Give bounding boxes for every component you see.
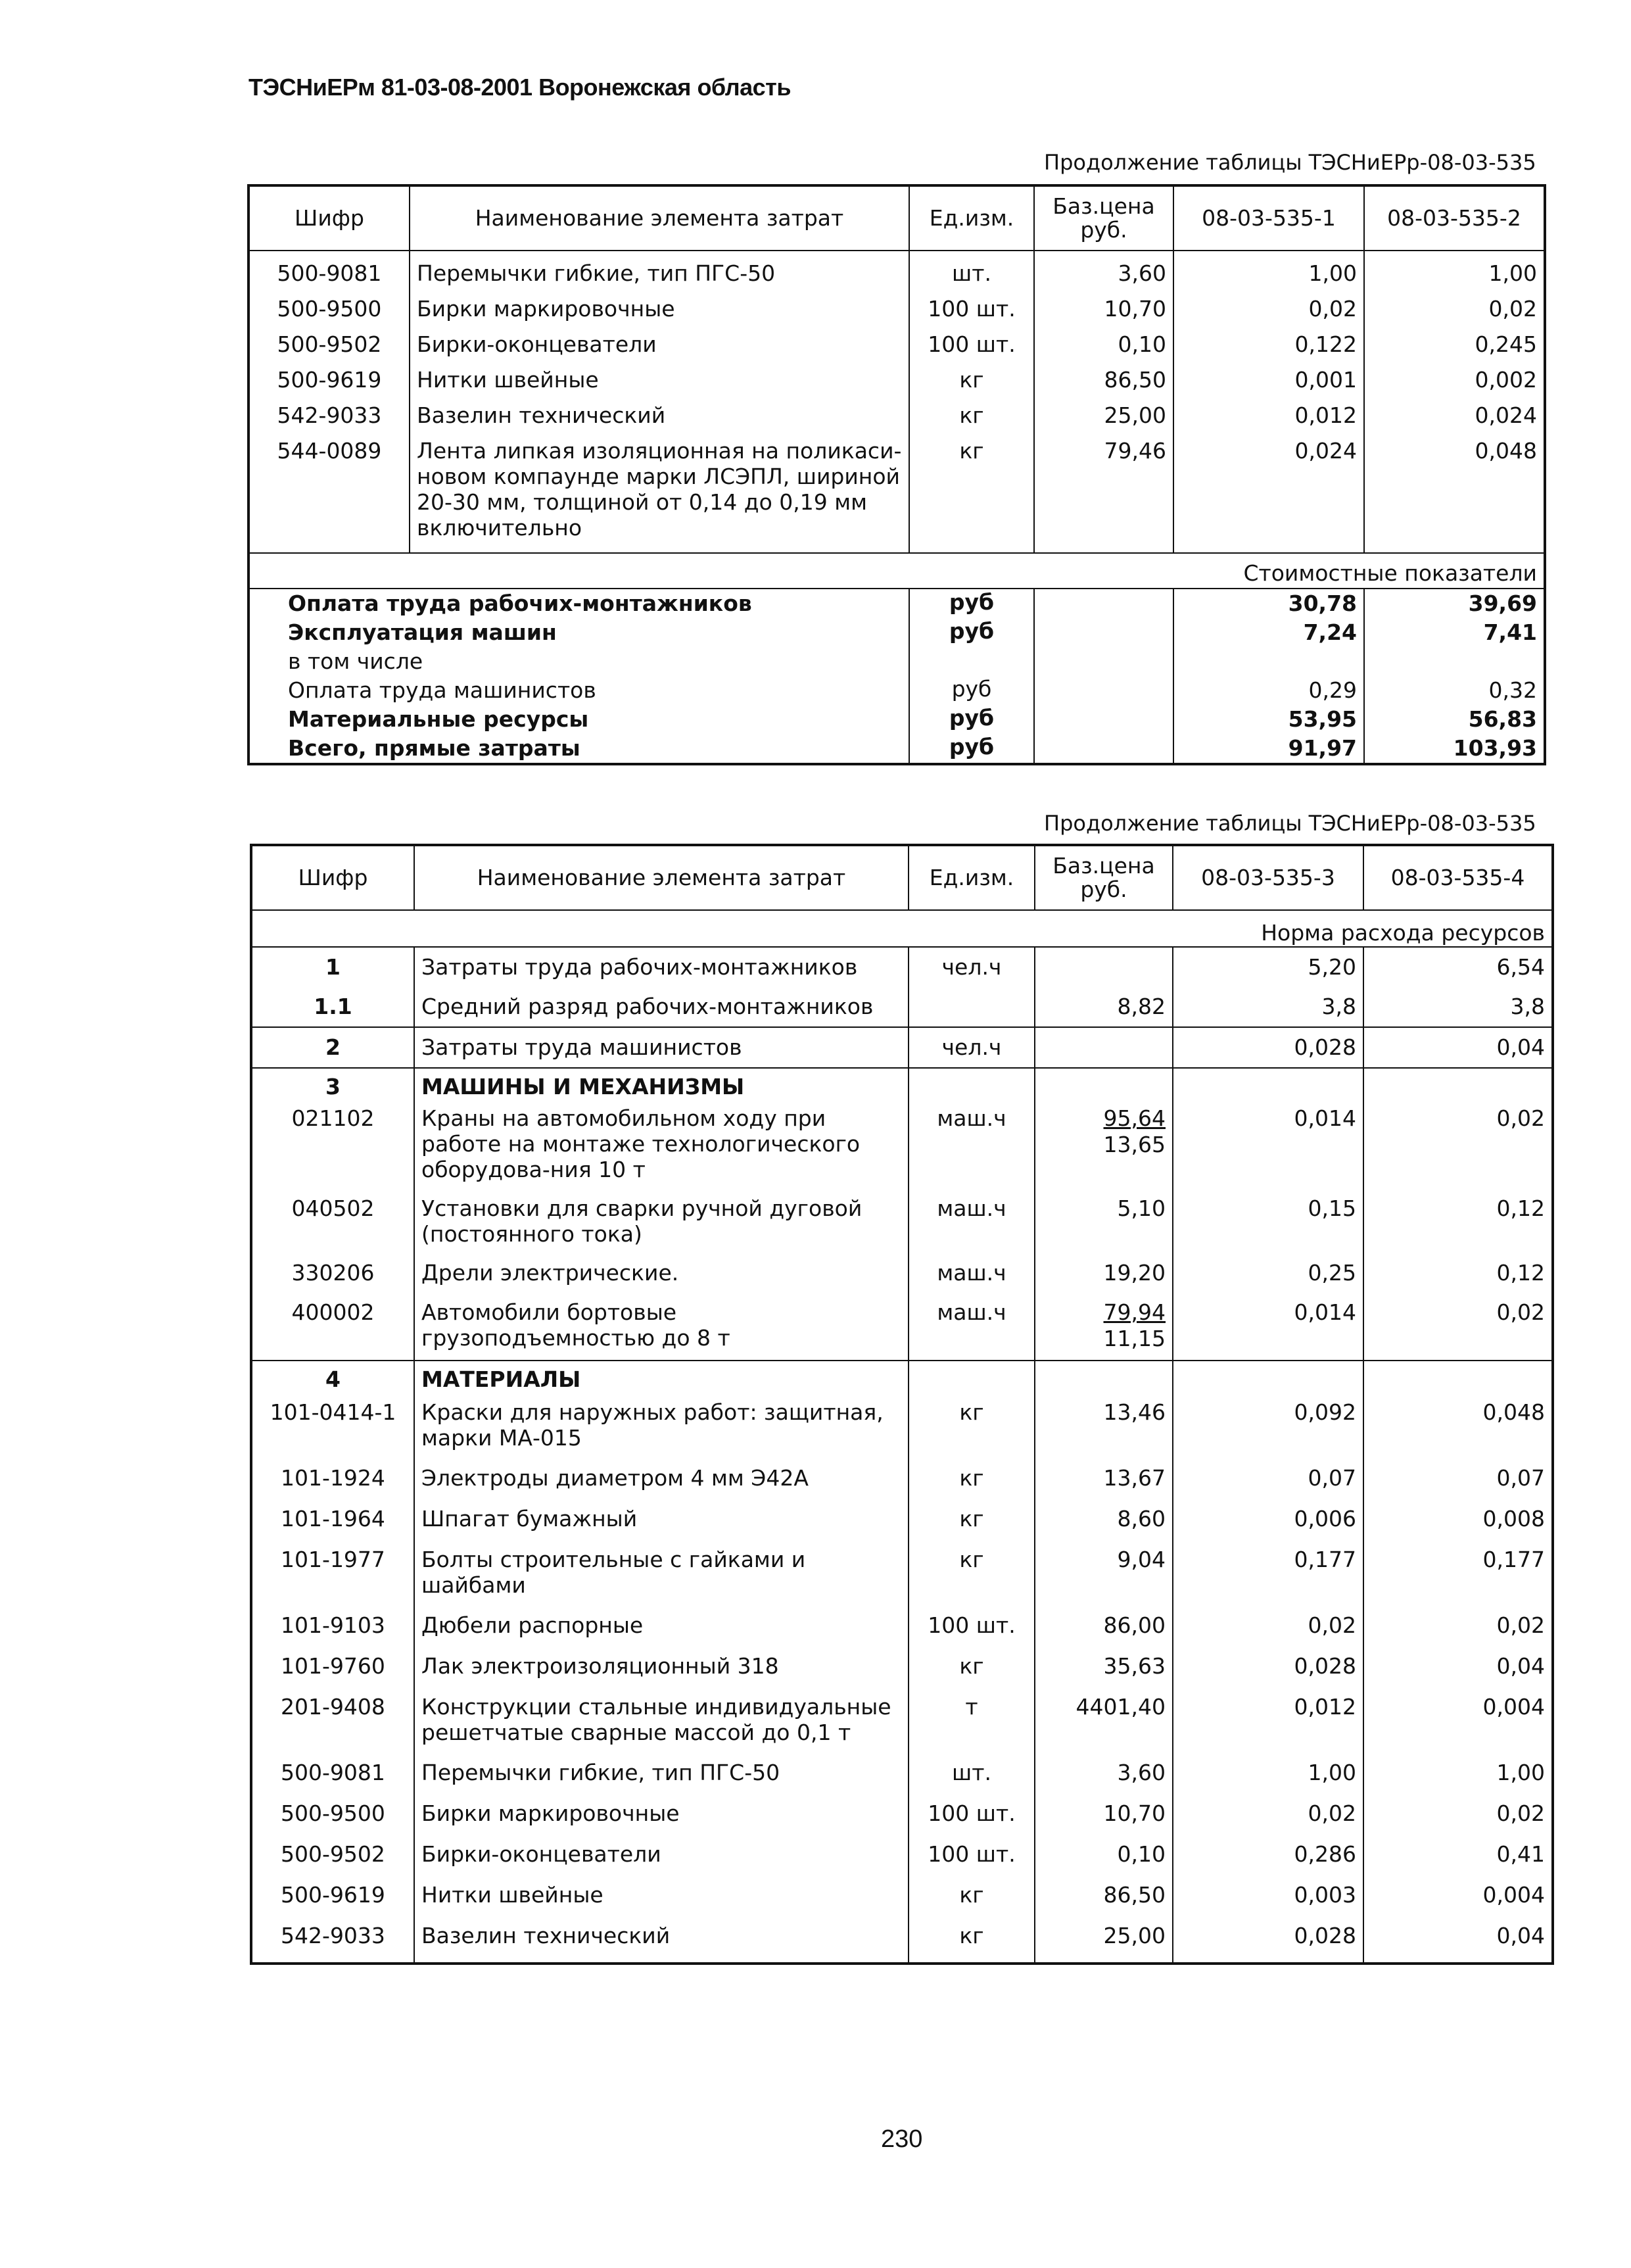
code-cell: 201-9408 <box>251 1687 414 1753</box>
name-cell: Затраты труда машинистов <box>414 1027 909 1068</box>
price-cell <box>1035 947 1173 987</box>
name-cell: Краски для наружных работ: защитная, марки МА-015 <box>414 1393 909 1459</box>
table-row <box>251 1027 1553 1068</box>
price-cell: 8,82 <box>1035 987 1173 1027</box>
price-cell: 13,46 <box>1035 1393 1173 1459</box>
table-row <box>251 1606 1553 1647</box>
code-cell: 500-9500 <box>248 296 410 331</box>
cost-value-2: 0,32 <box>1364 676 1545 705</box>
code-cell: 500-9081 <box>248 251 410 296</box>
price-cell: 35,63 <box>1035 1647 1173 1687</box>
value-cell-2: 0,048 <box>1364 438 1545 553</box>
cost-unit: руб <box>909 676 1034 705</box>
empty-cell <box>1363 1068 1553 1100</box>
col-header-price: Баз.цена руб. <box>1035 845 1173 910</box>
cost-label: Оплата труда машинистов <box>248 676 909 705</box>
cost-price <box>1034 676 1173 705</box>
value-cell-1: 0,286 <box>1173 1835 1363 1875</box>
price-cell <box>1035 1255 1173 1294</box>
price-cell: 86,50 <box>1035 1875 1173 1916</box>
cost-value-1: 30,78 <box>1173 589 1364 618</box>
name-cell: Лак электроизоляционный 318 <box>414 1647 909 1687</box>
value-cell-1: 0,024 <box>1173 438 1364 553</box>
value-cell-2: 6,54 <box>1363 947 1553 987</box>
price-cell: 3,60 <box>1034 251 1173 296</box>
value-cell-2: 0,41 <box>1363 1835 1553 1875</box>
value-cell-1: 0,012 <box>1173 1687 1363 1753</box>
table-row <box>248 296 1545 331</box>
unit-cell: кг <box>909 1875 1035 1916</box>
table-row <box>251 1875 1553 1916</box>
price-cell: 0,10 <box>1034 331 1173 367</box>
value-cell-1: 0,001 <box>1173 367 1364 402</box>
cost-price <box>1034 734 1173 764</box>
code-cell: 101-9760 <box>251 1647 414 1687</box>
value-cell-2: 0,12 <box>1363 1190 1553 1255</box>
name-cell: Установки для сварки ручной дуговой (постоянного тока) <box>414 1190 909 1255</box>
value-cell-1: 0,177 <box>1173 1540 1363 1606</box>
cost-label: в том числе <box>248 647 909 676</box>
table-row <box>248 367 1545 402</box>
code-cell: 500-9502 <box>248 331 410 367</box>
cost-value-1 <box>1173 647 1364 676</box>
unit-cell: кг <box>909 402 1034 438</box>
empty-cell <box>1035 1068 1173 1100</box>
unit-cell: чел.ч <box>909 947 1035 987</box>
price-value: 19,20 <box>1103 1260 1166 1286</box>
unit-cell: 100 шт. <box>909 1606 1035 1647</box>
value-cell-1: 0,07 <box>1173 1459 1363 1499</box>
table2-header-row <box>251 845 1553 910</box>
price-cell: 25,00 <box>1035 1916 1173 1964</box>
code-cell: 101-9103 <box>251 1606 414 1647</box>
col-header-code: Шифр <box>251 845 414 910</box>
cost-value-2: 103,93 <box>1364 734 1545 764</box>
value-cell-2: 0,04 <box>1363 1916 1553 1964</box>
cost-value-1: 7,24 <box>1173 618 1364 647</box>
cost-row <box>248 647 1545 676</box>
price-cell: 25,00 <box>1034 402 1173 438</box>
name-cell: Бирки-оконцеватели <box>410 331 909 367</box>
name-cell: Конструкции стальные индивидуальные решетчатые сварные массой до 0,1 т <box>414 1687 909 1753</box>
table-row <box>248 251 1545 296</box>
cost-label: Оплата труда рабочих-монтажников <box>248 589 909 618</box>
unit-cell: кг <box>909 1459 1035 1499</box>
value-cell-2: 0,002 <box>1364 367 1545 402</box>
cost-label: Материальные ресурсы <box>248 705 909 734</box>
name-cell: Бирки-оконцеватели <box>414 1835 909 1875</box>
empty-cell <box>1035 1361 1173 1393</box>
value-cell-2: 0,04 <box>1363 1027 1553 1068</box>
table-row <box>251 947 1553 987</box>
value-cell-2: 0,008 <box>1363 1499 1553 1540</box>
table-row <box>251 1190 1553 1255</box>
table-row <box>251 1393 1553 1459</box>
price-cell: 8,60 <box>1035 1499 1173 1540</box>
value-cell-1: 0,122 <box>1173 331 1364 367</box>
table-row <box>251 1687 1553 1753</box>
cost-price <box>1034 589 1173 618</box>
code-cell: 101-1977 <box>251 1540 414 1606</box>
table-row <box>251 1255 1553 1294</box>
value-cell-2: 1,00 <box>1363 1753 1553 1794</box>
unit-cell: кг <box>909 1499 1035 1540</box>
cost-unit <box>909 647 1034 676</box>
code-cell: 021102 <box>251 1100 414 1190</box>
table1-header-row <box>248 185 1545 251</box>
code-cell: 542-9033 <box>251 1916 414 1964</box>
code-cell: 040502 <box>251 1190 414 1255</box>
cost-price <box>1034 647 1173 676</box>
price-cell <box>1035 1190 1173 1255</box>
cost-value-1: 0,29 <box>1173 676 1364 705</box>
table-row <box>251 1794 1553 1835</box>
col-header-name: Наименование элемента затрат <box>414 845 909 910</box>
value-cell-1: 0,014 <box>1173 1100 1363 1190</box>
price-cell: 0,10 <box>1035 1835 1173 1875</box>
table2-caption: Продолжение таблицы ТЭСНиЕРр-08-03-535 <box>1044 811 1536 836</box>
unit-cell: кг <box>909 367 1034 402</box>
value-cell-2: 0,004 <box>1363 1875 1553 1916</box>
cost-unit: руб <box>909 734 1034 764</box>
empty-cell <box>909 1361 1035 1393</box>
unit-cell: кг <box>909 1916 1035 1964</box>
unit-cell: кг <box>909 1540 1035 1606</box>
table1-caption: Продолжение таблицы ТЭСНиЕРр-08-03-535 <box>1044 150 1536 175</box>
section-code: 4 <box>251 1361 414 1393</box>
price-value-secondary: 11,15 <box>1103 1326 1166 1351</box>
code-cell: 330206 <box>251 1255 414 1294</box>
cost-value-2: 7,41 <box>1364 618 1545 647</box>
name-cell: Перемычки гибкие, тип ПГС-50 <box>414 1753 909 1794</box>
cost-unit: руб <box>909 705 1034 734</box>
table2 <box>250 844 1551 1965</box>
value-cell-1: 0,02 <box>1173 1794 1363 1835</box>
section-code: 3 <box>251 1068 414 1100</box>
table-row <box>251 1916 1553 1964</box>
cost-band-label: Стоимостные показатели <box>248 553 1545 589</box>
col-header-v1: 08-03-535-3 <box>1173 845 1363 910</box>
col-header-v2: 08-03-535-4 <box>1363 845 1553 910</box>
table-row <box>251 1459 1553 1499</box>
empty-cell <box>1173 1361 1363 1393</box>
code-cell: 400002 <box>251 1294 414 1361</box>
value-cell-1: 0,028 <box>1173 1647 1363 1687</box>
name-cell: Бирки маркировочные <box>410 296 909 331</box>
col-header-v2: 08-03-535-2 <box>1364 185 1545 251</box>
unit-cell: 100 шт. <box>909 296 1034 331</box>
value-cell-2: 0,02 <box>1363 1606 1553 1647</box>
name-cell: Лента липкая изоляционная на поликаси-новом компаунде марки ЛСЭПЛ, шириной 20-30 мм, толщиной от 0,14 до 0,19 мм включительно <box>410 438 909 553</box>
col-header-v1: 08-03-535-1 <box>1173 185 1364 251</box>
price-cell: 10,70 <box>1034 296 1173 331</box>
value-cell-1: 0,028 <box>1173 1916 1363 1964</box>
value-cell-1: 5,20 <box>1173 947 1363 987</box>
table-row <box>248 438 1545 553</box>
name-cell: Болты строительные с гайками и шайбами <box>414 1540 909 1606</box>
cost-row <box>248 618 1545 647</box>
unit-cell: маш.ч <box>909 1294 1035 1361</box>
code-cell: 2 <box>251 1027 414 1068</box>
value-cell-2: 0,004 <box>1363 1687 1553 1753</box>
norm-band-row <box>251 910 1553 947</box>
name-cell: Перемычки гибкие, тип ПГС-50 <box>410 251 909 296</box>
value-cell-1: 3,8 <box>1173 987 1363 1027</box>
name-cell: Краны на автомобильном ходу при работе на монтаже технологического оборудова-ния 10 т <box>414 1100 909 1190</box>
value-cell-1: 0,02 <box>1173 296 1364 331</box>
unit-cell <box>909 987 1035 1027</box>
cost-row <box>248 705 1545 734</box>
value-cell-2: 0,048 <box>1363 1393 1553 1459</box>
code-cell: 101-1924 <box>251 1459 414 1499</box>
unit-cell: маш.ч <box>909 1100 1035 1190</box>
price-cell: 9,04 <box>1035 1540 1173 1606</box>
value-cell-2: 0,02 <box>1363 1294 1553 1361</box>
price-cell: 10,70 <box>1035 1794 1173 1835</box>
price-cell: 3,60 <box>1035 1753 1173 1794</box>
name-cell: Шпагат бумажный <box>414 1499 909 1540</box>
unit-cell: шт. <box>909 251 1034 296</box>
empty-cell <box>909 1068 1035 1100</box>
value-cell-1: 1,00 <box>1173 1753 1363 1794</box>
price-cell: 13,67 <box>1035 1459 1173 1499</box>
value-cell-1: 0,092 <box>1173 1393 1363 1459</box>
cost-unit: руб <box>909 618 1034 647</box>
name-cell: Электроды диаметром 4 мм Э42А <box>414 1459 909 1499</box>
empty-cell <box>1363 1361 1553 1393</box>
cost-label: Эксплуатация машин <box>248 618 909 647</box>
section-row <box>251 1361 1553 1393</box>
name-cell: Дрели электрические. <box>414 1255 909 1294</box>
price-cell <box>1035 1027 1173 1068</box>
name-cell: Автомобили бортовые грузоподъемностью до 8 т <box>414 1294 909 1361</box>
value-cell-1: 0,006 <box>1173 1499 1363 1540</box>
cost-label: Всего, прямые затраты <box>248 734 909 764</box>
table-row <box>251 1835 1553 1875</box>
table-row <box>248 402 1545 438</box>
value-cell-2: 0,12 <box>1363 1255 1553 1294</box>
price-cell: 79,46 <box>1034 438 1173 553</box>
code-cell: 500-9619 <box>248 367 410 402</box>
value-cell-2: 3,8 <box>1363 987 1553 1027</box>
cost-row <box>248 589 1545 618</box>
cost-value-2: 56,83 <box>1364 705 1545 734</box>
value-cell-2: 0,177 <box>1363 1540 1553 1606</box>
cost-value-2: 39,69 <box>1364 589 1545 618</box>
code-cell: 544-0089 <box>248 438 410 553</box>
unit-cell: маш.ч <box>909 1255 1035 1294</box>
code-cell: 542-9033 <box>248 402 410 438</box>
col-header-price: Баз.цена руб. <box>1034 185 1173 251</box>
table-row <box>251 1540 1553 1606</box>
norm-band-label: Норма расхода ресурсов <box>251 910 1553 947</box>
table-row <box>251 987 1553 1027</box>
value-cell-2: 1,00 <box>1364 251 1545 296</box>
code-cell: 500-9619 <box>251 1875 414 1916</box>
unit-cell: шт. <box>909 1753 1035 1794</box>
code-cell: 101-1964 <box>251 1499 414 1540</box>
section-title: МАШИНЫ И МЕХАНИЗМЫ <box>414 1068 909 1100</box>
price-value: 5,10 <box>1117 1195 1166 1221</box>
value-cell-2: 0,02 <box>1364 296 1545 331</box>
name-cell: Средний разряд рабочих-монтажников <box>414 987 909 1027</box>
table-row <box>251 1100 1553 1190</box>
cost-band-row <box>248 553 1545 589</box>
value-cell-2: 0,07 <box>1363 1459 1553 1499</box>
unit-cell: 100 шт. <box>909 331 1034 367</box>
code-cell: 101-0414-1 <box>251 1393 414 1459</box>
code-cell: 500-9500 <box>251 1794 414 1835</box>
price-cell <box>1035 1294 1173 1361</box>
document-header: ТЭСНиЕРм 81-03-08-2001 Воронежская область <box>248 74 791 101</box>
name-cell: Нитки швейные <box>410 367 909 402</box>
unit-cell: кг <box>909 1647 1035 1687</box>
value-cell-2: 0,04 <box>1363 1647 1553 1687</box>
table-row <box>248 331 1545 367</box>
value-cell-1: 0,25 <box>1173 1255 1363 1294</box>
table-row <box>251 1647 1553 1687</box>
name-cell: Нитки швейные <box>414 1875 909 1916</box>
value-cell-1: 0,012 <box>1173 402 1364 438</box>
code-cell: 500-9502 <box>251 1835 414 1875</box>
empty-cell <box>1173 1068 1363 1100</box>
price-value: 95,64 <box>1103 1105 1166 1131</box>
value-cell-1: 0,02 <box>1173 1606 1363 1647</box>
unit-cell: 100 шт. <box>909 1794 1035 1835</box>
code-cell: 500-9081 <box>251 1753 414 1794</box>
value-cell-2: 0,245 <box>1364 331 1545 367</box>
cost-row <box>248 734 1545 764</box>
unit-cell: кг <box>909 438 1034 553</box>
table-row <box>251 1753 1553 1794</box>
price-cell: 4401,40 <box>1035 1687 1173 1753</box>
value-cell-1: 0,003 <box>1173 1875 1363 1916</box>
cost-value-2 <box>1364 647 1545 676</box>
price-value: 79,94 <box>1103 1299 1166 1325</box>
section-row <box>251 1068 1553 1100</box>
value-cell-2: 0,024 <box>1364 402 1545 438</box>
unit-cell: т <box>909 1687 1035 1753</box>
col-header-name: Наименование элемента затрат <box>410 185 909 251</box>
code-cell: 1.1 <box>251 987 414 1027</box>
table-row <box>251 1499 1553 1540</box>
price-cell: 86,50 <box>1034 367 1173 402</box>
col-header-unit: Ед.изм. <box>909 845 1035 910</box>
value-cell-1: 1,00 <box>1173 251 1364 296</box>
value-cell-1: 0,15 <box>1173 1190 1363 1255</box>
code-cell: 1 <box>251 947 414 987</box>
value-cell-1: 0,028 <box>1173 1027 1363 1068</box>
unit-cell: 100 шт. <box>909 1835 1035 1875</box>
unit-cell: маш.ч <box>909 1190 1035 1255</box>
price-cell <box>1035 1100 1173 1190</box>
section-title: МАТЕРИАЛЫ <box>414 1361 909 1393</box>
table-row <box>251 1294 1553 1361</box>
col-header-code: Шифр <box>248 185 410 251</box>
value-cell-2: 0,02 <box>1363 1100 1553 1190</box>
unit-cell: чел.ч <box>909 1027 1035 1068</box>
name-cell: Затраты труда рабочих-монтажников <box>414 947 909 987</box>
cost-price <box>1034 705 1173 734</box>
col-header-unit: Ед.изм. <box>909 185 1034 251</box>
unit-cell: кг <box>909 1393 1035 1459</box>
cost-unit: руб <box>909 589 1034 618</box>
name-cell: Вазелин технический <box>414 1916 909 1964</box>
value-cell-1: 0,014 <box>1173 1294 1363 1361</box>
name-cell: Бирки маркировочные <box>414 1794 909 1835</box>
name-cell: Вазелин технический <box>410 402 909 438</box>
value-cell-2: 0,02 <box>1363 1794 1553 1835</box>
cost-price <box>1034 618 1173 647</box>
cost-row <box>248 676 1545 705</box>
cost-value-1: 91,97 <box>1173 734 1364 764</box>
price-cell: 86,00 <box>1035 1606 1173 1647</box>
cost-value-1: 53,95 <box>1173 705 1364 734</box>
page-number: 230 <box>881 2125 923 2153</box>
table1 <box>247 184 1544 765</box>
price-value-secondary: 13,65 <box>1103 1132 1166 1157</box>
name-cell: Дюбели распорные <box>414 1606 909 1647</box>
